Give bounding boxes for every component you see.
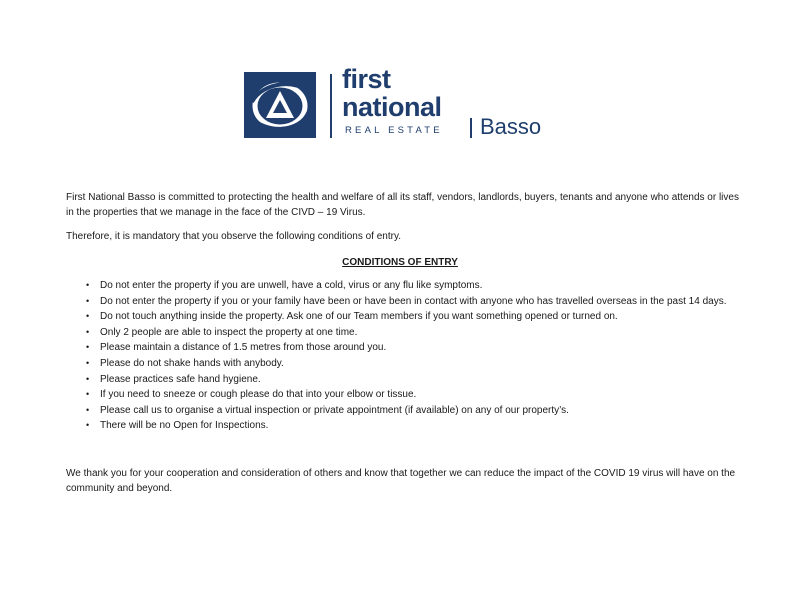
logo-wordmark-national: national	[342, 92, 442, 122]
bullet-icon: •	[86, 342, 90, 353]
condition-item	[86, 403, 766, 419]
conditions-heading: CONDITIONS OF ENTRY	[342, 257, 458, 268]
condition-item	[86, 294, 766, 310]
bullet-icon: •	[86, 326, 90, 337]
condition-text: Do not enter the property if you are unwell, have a cold, virus or any flu like symptoms.	[100, 280, 483, 291]
condition-text: There will be no Open for Inspections.	[100, 420, 269, 432]
condition-item	[86, 418, 766, 434]
logo-office-divider	[470, 118, 472, 138]
condition-item	[86, 309, 766, 325]
logo-office-name: Basso	[480, 114, 542, 139]
first-national-logo	[244, 64, 564, 142]
closing-paragraph: We thank you for your cooperation and consideration of others and know that together we can reduce the impact of the COVID 19 virus will have on the community and beyond.	[66, 468, 736, 494]
condition-text: Please call us to organise a virtual inspection or private appointment (if available) on any of our property’s.	[100, 404, 569, 416]
condition-text: Do not enter the property if you or your family have been or have been in contact with anyone who has travelled overseas in the past 14 days.	[100, 295, 727, 307]
logo-wordmark-first: first	[342, 64, 391, 94]
condition-item	[86, 387, 766, 403]
conditions-list	[86, 278, 766, 434]
condition-text: Please practices safe hand hygiene.	[100, 373, 261, 385]
bullet-icon: •	[86, 295, 90, 306]
condition-item	[86, 340, 766, 356]
logo-wordmark-real-estate: REAL ESTATE	[345, 125, 443, 136]
condition-text: Do not touch anything inside the property. Ask one of our Team members if you want something opened or turned on.	[100, 311, 618, 323]
intro-paragraph: First National Basso is committed to protecting the health and welfare of all its staff, vendors, landlords, buyers, tenants and anyone who attends or lives in the properties that we manage in the face of the CIVD – 19 Virus.	[66, 192, 739, 218]
bullet-icon: •	[86, 280, 90, 290]
condition-item	[86, 372, 766, 388]
condition-text: Only 2 people are able to inspect the property at one time.	[100, 326, 358, 338]
condition-text: If you need to sneeze or cough please do that into your elbow or tissue.	[100, 389, 417, 401]
condition-item	[86, 356, 766, 372]
condition-text: Please maintain a distance of 1.5 metres from those around you.	[100, 342, 387, 354]
condition-item	[86, 278, 766, 294]
bullet-icon: •	[86, 389, 90, 400]
logo-divider	[330, 74, 332, 138]
condition-item	[86, 325, 766, 341]
bullet-icon: •	[86, 420, 90, 431]
bullet-icon: •	[86, 404, 90, 415]
bullet-icon: •	[86, 357, 90, 368]
condition-text: Please do not shake hands with anybody.	[100, 357, 284, 369]
first-national-emblem-icon	[244, 72, 316, 138]
bullet-icon: •	[86, 311, 90, 322]
mandatory-notice: Therefore, it is mandatory that you observe the following conditions of entry.	[66, 231, 401, 242]
bullet-icon: •	[86, 373, 90, 384]
